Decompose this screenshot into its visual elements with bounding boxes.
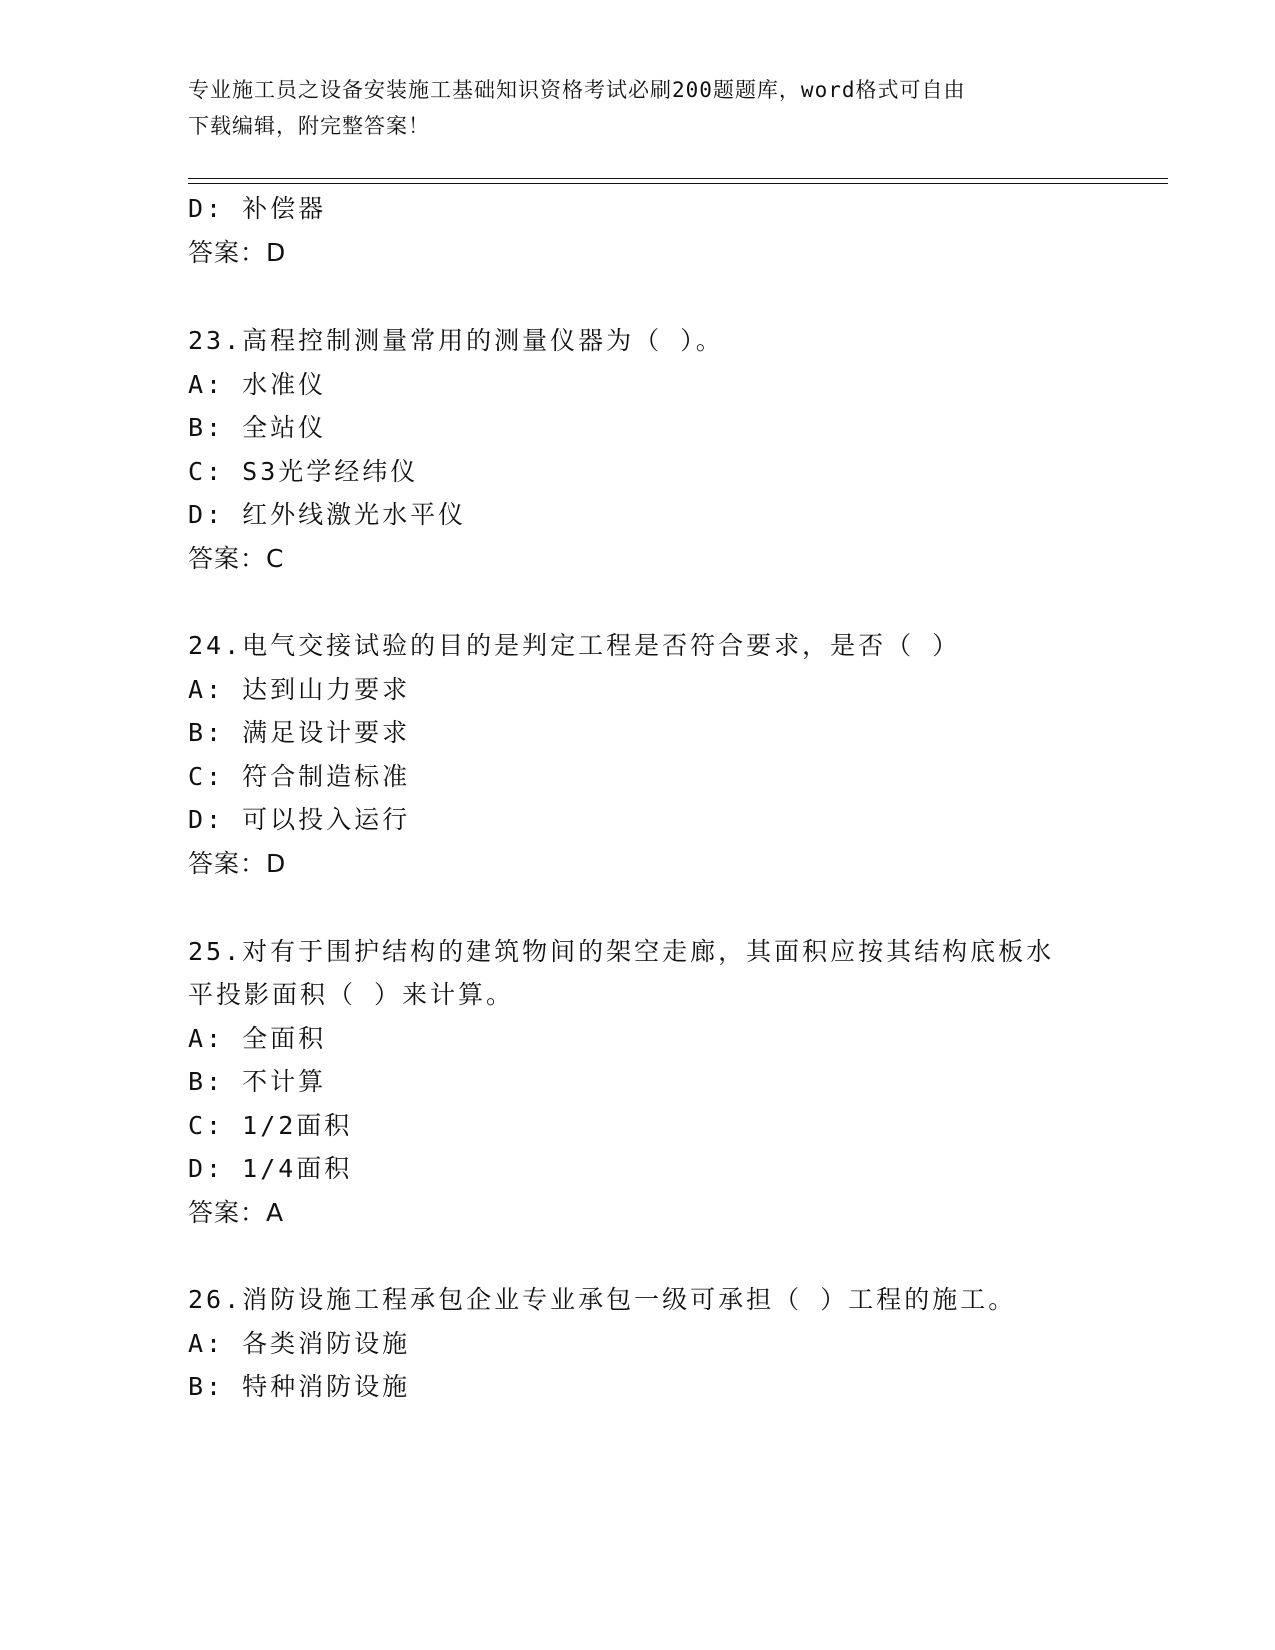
header-divider-top	[188, 178, 1168, 179]
document-header	[188, 72, 1088, 144]
question-25-answer: 答案：A	[188, 1198, 285, 1227]
question-23-option-a: A: 水准仪	[188, 370, 327, 399]
question-25-line-2: 平投影面积（ ）来计算。	[188, 980, 515, 1009]
question-25-line-1: 25.对有于围护结构的建筑物间的架空走廊，其面积应按其结构底板水	[188, 937, 1055, 966]
question-24-option-c: C: 符合制造标准	[188, 762, 411, 791]
question-23-option-d: D: 红外线激光水平仪	[188, 500, 467, 529]
question-25-option-a: A: 全面积	[188, 1024, 327, 1053]
question-26-option-a: A: 各类消防设施	[188, 1329, 411, 1358]
question-24-option-b: B: 满足设计要求	[188, 718, 411, 747]
question-24-answer: 答案：D	[188, 849, 287, 878]
question-26-option-b: B: 特种消防设施	[188, 1372, 411, 1401]
question-24: 24.电气交接试验的目的是判定工程是否符合要求，是否（ ）	[188, 631, 961, 660]
question-26: 26.消防设施工程承包企业专业承包一级可承担（ ）工程的施工。	[188, 1285, 1017, 1314]
question-23-answer: 答案：C	[188, 544, 285, 573]
question-25-option-c: C: 1/2面积	[188, 1111, 353, 1140]
question-23: 23.高程控制测量常用的测量仪器为（ ）。	[188, 326, 724, 355]
header-title-line-1: 专业施工员之设备安装施工基础知识资格考试必刷200题题库，word格式可自由	[188, 78, 966, 102]
question-25-option-b: B: 不计算	[188, 1067, 327, 1096]
header-title-line-2: 下载编辑，附完整答案！	[188, 114, 430, 138]
question-23-option-c: C: S3光学经纬仪	[188, 457, 419, 486]
option-d-line: D: 补偿器	[188, 194, 327, 223]
question-24-option-d: D: 可以投入运行	[188, 805, 411, 834]
question-24-option-a: A: 达到山力要求	[188, 675, 411, 704]
header-divider-bottom	[188, 183, 1168, 184]
answer-line: 答案：D	[188, 238, 287, 267]
question-23-option-b: B: 全站仪	[188, 413, 327, 442]
question-25-option-d: D: 1/4面积	[188, 1154, 353, 1183]
